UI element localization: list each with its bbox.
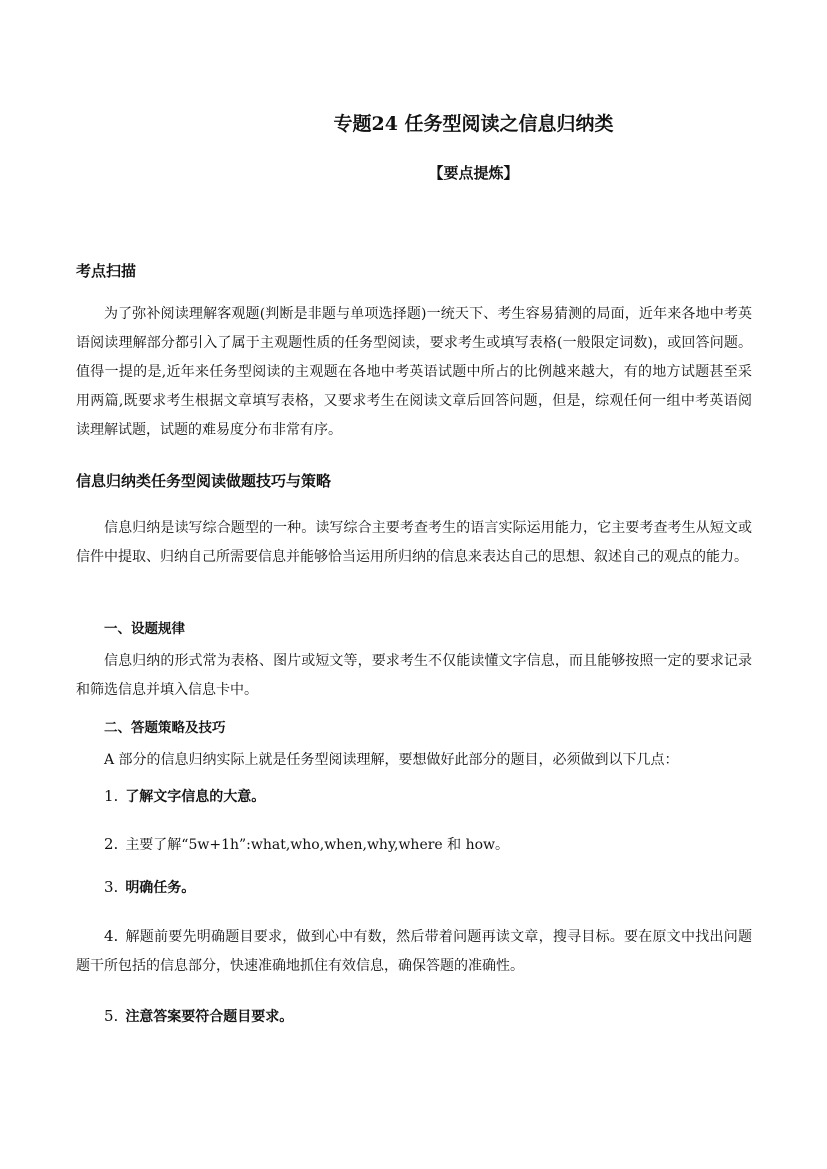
section-paragraph-strategy: 信息归纳是读写综合题型的一种。读写综合主要考查考生的语言实际运用能力，它主要考查考生从短文或信件中提取、归纳自己所需要信息并能够恰当运用所归纳的信息来表达自己的思想、叙述自己的观点的能力。 (76, 520, 752, 565)
document-subtitle: 【要点提炼】 (428, 164, 519, 182)
list-item (104, 783, 265, 810)
list-item-text: 明确任务。 (125, 880, 196, 896)
list-item (104, 1003, 293, 1030)
section-heading-scan: 考点扫描 (76, 262, 137, 280)
list-item-text: 解题前要先明确题目要求，做到心中有数，然后带着问题再读文章，搜寻目标。要在原文中找出问题题干所包括的信息部分，快速准确地抓住有效信息，确保答题的准确性。 (76, 929, 752, 974)
list-item-text: 了解文字信息的大意。 (125, 789, 266, 805)
paragraph-tips: A 部分的信息归纳实际上就是任务型阅读理解，要想做好此部分的题目，必须做到以下几点： (104, 752, 679, 768)
subheading-pattern: 一、设题规律 (104, 621, 185, 637)
list-item-text: 主要了解“5w+1h”:what,who,when,why,where 和 how。 (125, 837, 510, 853)
list-item-number: 3. (104, 878, 119, 896)
list-item-number: 5. (104, 1007, 119, 1025)
subheading-tips: 二、答题策略及技巧 (104, 720, 226, 736)
list-item-number: 2. (104, 835, 119, 853)
paragraph-pattern: 信息归纳的形式常为表格、图片或短文等，要求考生不仅能读懂文字信息，而且能够按照一定的要求记录和筛选信息并填入信息卡中。 (76, 653, 752, 698)
document-title: 专题24 任务型阅读之信息归纳类 (333, 113, 614, 135)
section-paragraph-scan: 为了弥补阅读理解客观题(判断是非题与单项选择题)一统天下、考生容易猜测的局面，近年来各地中考英语阅读理解部分都引入了属于主观题性质的任务型阅读，要求考生或填写表格(一般限定词数)，或回答问题。值得一提的是,近年来任务型阅读的主观题在各地中考英语试题中所占的比例越来越大，有的地方试题甚至采用两篇,既要求考生根据文章填写表格，又要求考生在阅读文章后回答问题，但是，综观任何一组中考英语阅读理解试题，试题的难易度分布非常有序。 (76, 306, 752, 438)
list-item (104, 831, 509, 858)
list-item-number: 1. (104, 787, 119, 805)
list-item-text: 注意答案要符合题目要求。 (125, 1009, 294, 1025)
list-item (104, 874, 195, 901)
section-heading-strategy: 信息归纳类任务型阅读做题技巧与策略 (76, 472, 332, 490)
list-item (76, 922, 752, 981)
list-item-number: 4. (104, 927, 119, 945)
